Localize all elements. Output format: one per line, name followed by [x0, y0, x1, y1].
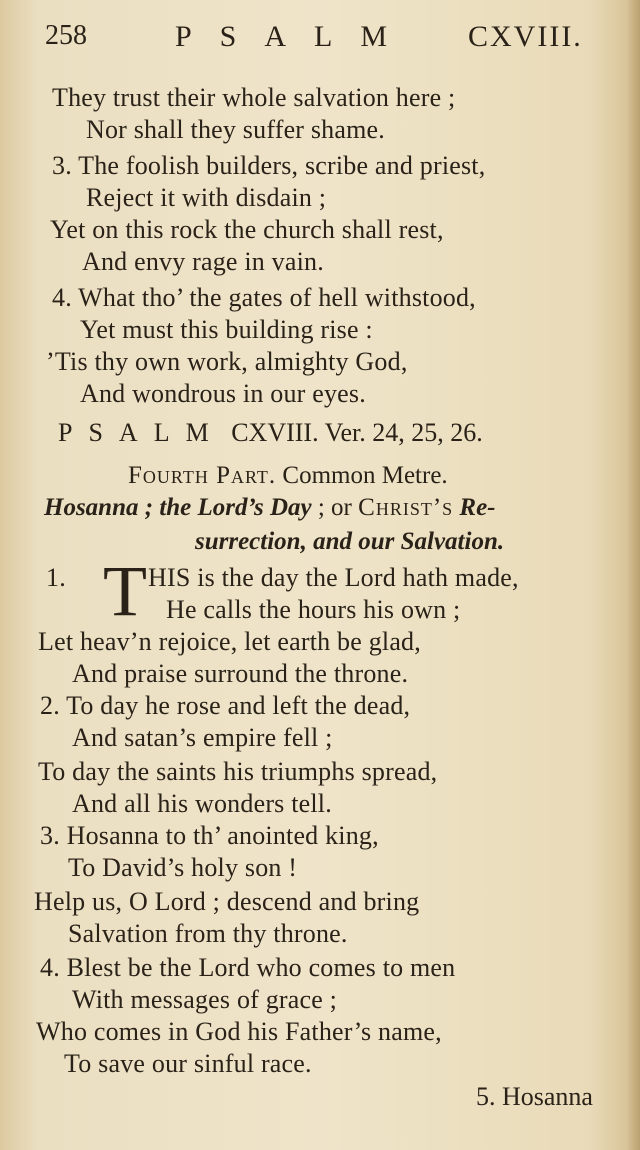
verse-line: 4. What tho’ the gates of hell withstood, [52, 283, 476, 312]
verse-line: Reject it with disdain ; [86, 183, 327, 212]
subtitle-or: ; or [317, 494, 352, 521]
verse-line: And satan’s empire fell ; [72, 723, 333, 752]
verse-line: And praise surround the throne. [72, 659, 409, 688]
verse-line: Nor shall they suffer shame. [86, 115, 385, 144]
verse-line: Yet on this rock the church shall rest, [50, 215, 444, 244]
subtitle-christ: Christ’s [358, 494, 454, 521]
page-number: 258 [45, 20, 87, 51]
verse-line: Yet must this building rise : [80, 315, 373, 344]
section-verse-ref: CXVIII. Ver. 24, 25, 26. [231, 418, 483, 447]
verse-line: And wondrous in our eyes. [80, 379, 366, 408]
verse-line: And all his wonders tell. [72, 789, 332, 818]
verse-line: They trust their whole salvation here ; [52, 83, 456, 112]
subtitle-lords-day: the Lord’s Day [159, 494, 312, 521]
verse-line: Salvation from thy throne. [68, 919, 348, 948]
verse-line: ’Tis thy own work, almighty God, [46, 347, 408, 376]
verse-line: 3. Hosanna to th’ anointed king, [40, 821, 379, 850]
running-head-title: PSALM [175, 20, 416, 53]
verse-line: With messages of grace ; [72, 985, 338, 1014]
part-label: Fourth Part. [128, 462, 277, 489]
stanza-number: 1. [46, 563, 66, 592]
running-head-numeral: CXVIII. [468, 20, 583, 53]
section-heading [58, 418, 483, 448]
part-heading [128, 462, 448, 490]
section-psalm-word: PSALM [58, 418, 225, 447]
verse-line: And envy rage in vain. [82, 247, 324, 276]
page-edge-shadow [626, 0, 640, 1150]
verse-line: 2. To day he rose and left the dead, [40, 691, 411, 720]
verse-line: HIS is the day the Lord hath made, [148, 563, 519, 592]
running-head [0, 20, 640, 60]
subtitle-hosanna: Hosanna ; [44, 494, 154, 521]
verse-line: Who comes in God his Father’s name, [36, 1017, 442, 1046]
verse-line: Let heav’n rejoice, let earth be glad, [38, 627, 421, 656]
verse-line: He calls the hours his own ; [166, 595, 461, 624]
metre-label: Common Metre. [282, 462, 448, 489]
verse-line: Help us, O Lord ; descend and bring [34, 887, 420, 916]
verse-line: To save our sinful race. [64, 1049, 312, 1078]
catchword: 5. Hosanna [476, 1082, 593, 1111]
subtitle-re: Re- [459, 494, 496, 521]
hymn-subtitle [44, 494, 496, 522]
verse-line: 3. The foolish builders, scribe and priest, [52, 151, 486, 180]
drop-cap: T [103, 551, 147, 631]
hymn-subtitle-cont: surrection, and our Salvation. [195, 528, 505, 555]
verse-line: To day the saints his triumphs spread, [38, 757, 438, 786]
verse-line: To David’s holy son ! [68, 853, 298, 882]
verse-line: 4. Blest be the Lord who comes to men [40, 953, 456, 982]
